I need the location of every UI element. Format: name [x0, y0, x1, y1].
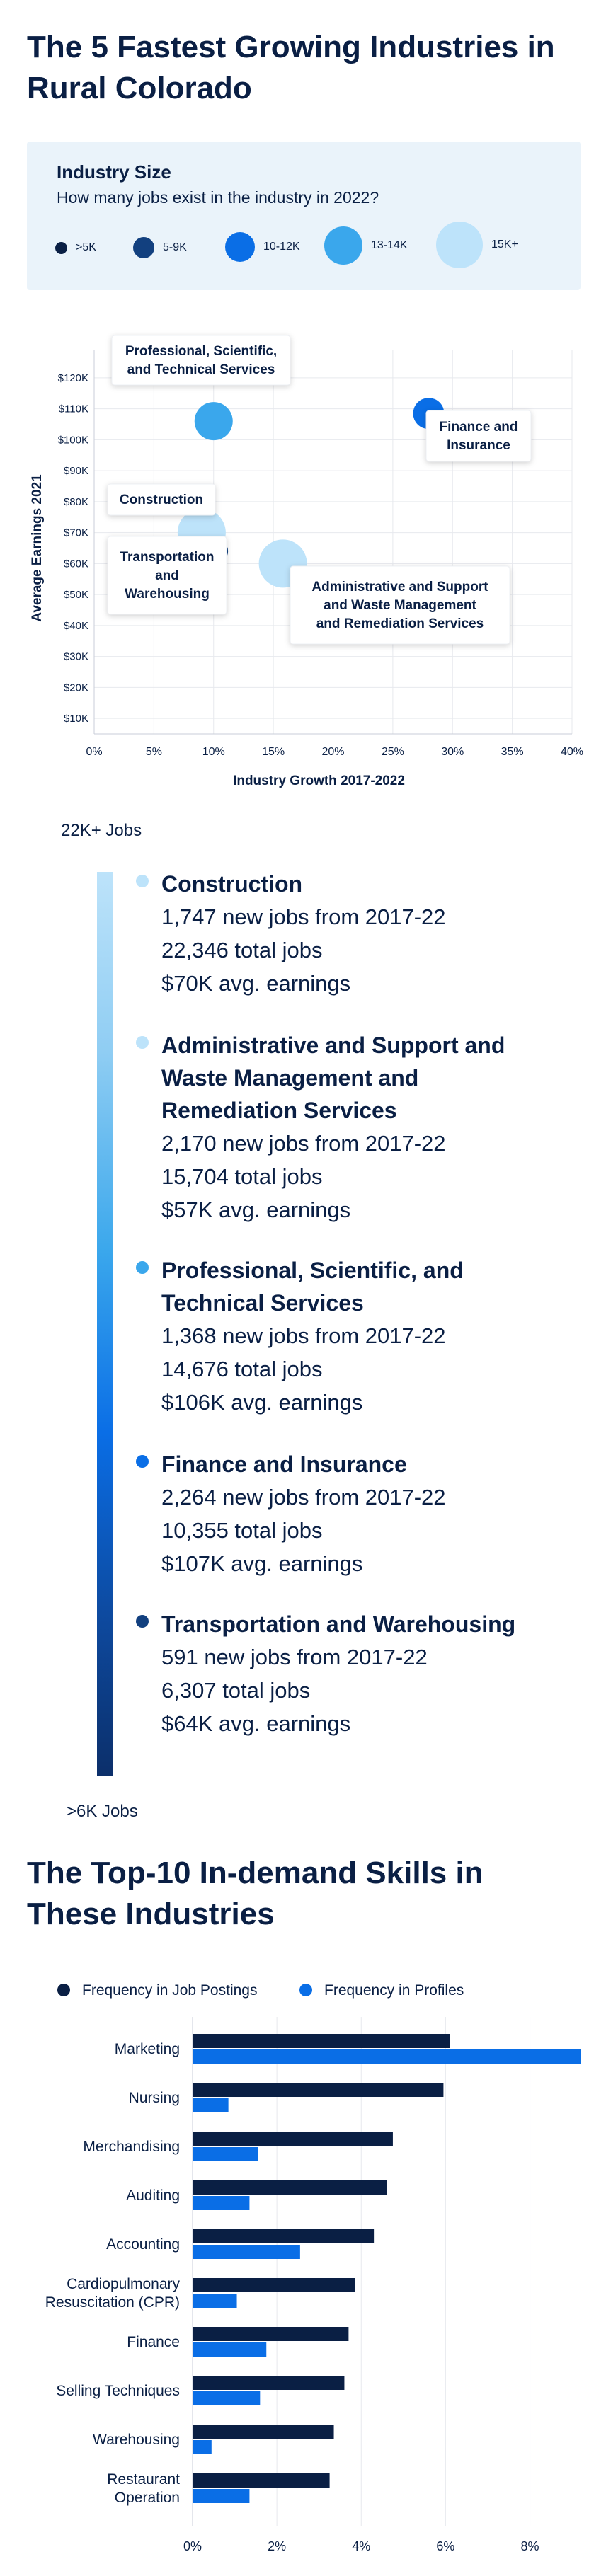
size-legend-item	[436, 222, 518, 268]
section-title-skills: The Top-10 In-demand Skills in These Industries	[27, 1856, 484, 1931]
bar-job-postings	[193, 2180, 387, 2195]
bar-profiles	[193, 2245, 300, 2259]
industry-total-jobs: 22,346 total jobs	[161, 938, 323, 962]
point-label: Warehousing	[125, 587, 210, 602]
industry-item-administrative	[161, 1029, 558, 1226]
skills-bar-chart	[0, 1953, 606, 2576]
page-title: The 5 Fastest Growing Industries in Rural Colorado	[27, 30, 555, 105]
industry-new-jobs: 2,170 new jobs from 2017-22	[161, 1131, 446, 1156]
category-label: Operation	[114, 2490, 180, 2506]
category-label: Cardiopulmonary	[67, 2276, 180, 2292]
industry-total-jobs: 14,676 total jobs	[161, 1357, 323, 1381]
x-tick-label: 0%	[86, 746, 103, 758]
category-label: Merchandising	[83, 2139, 180, 2155]
size-legend-item	[324, 226, 408, 265]
bar-profiles	[193, 2391, 260, 2405]
x-tick-label: 35%	[501, 746, 524, 758]
size-legend-label: 10-12K	[263, 241, 300, 253]
point-label: Transportation	[120, 550, 215, 565]
bar-job-postings	[193, 2327, 348, 2341]
industry-earnings: $107K avg. earnings	[161, 1551, 363, 1576]
industry-total-jobs: 10,355 total jobs	[161, 1518, 323, 1543]
category-label: Warehousing	[93, 2432, 180, 2448]
x-tick-label: 4%	[352, 2539, 371, 2553]
point-label: Construction	[119, 493, 204, 507]
industry-name: Transportation and Warehousing	[161, 1611, 516, 1637]
x-axis-label: Industry Growth 2017-2022	[233, 774, 405, 788]
size-dot-m	[225, 232, 255, 262]
industry-dot	[136, 1455, 149, 1468]
x-tick-label: 6%	[436, 2539, 455, 2553]
size-legend-label: 15K+	[491, 238, 518, 251]
point-label: Finance and	[439, 420, 518, 435]
industry-item-construction	[161, 868, 558, 1000]
x-tick-label: 30%	[441, 746, 464, 758]
industry-dot	[136, 1261, 149, 1274]
industry-new-jobs: 591 new jobs from 2017-22	[161, 1645, 428, 1669]
industry-earnings: $70K avg. earnings	[161, 971, 351, 996]
size-legend-item	[55, 241, 96, 254]
bar-profiles	[193, 2294, 237, 2308]
industry-name: Professional, Scientific, and Technical Services	[161, 1258, 464, 1316]
size-legend-label: >5K	[76, 241, 96, 253]
category-label: Accounting	[106, 2236, 180, 2253]
industry-item-finance	[161, 1448, 558, 1580]
industry-dot	[136, 1036, 149, 1049]
bar-job-postings	[193, 2034, 450, 2048]
bar-job-postings	[193, 2376, 344, 2390]
legend-label: Frequency in Profiles	[324, 1982, 464, 1999]
size-dot-s	[133, 237, 154, 258]
y-tick-label: $110K	[58, 403, 88, 415]
bar-profiles	[193, 2147, 258, 2161]
legend-label: Frequency in Job Postings	[82, 1982, 258, 1999]
point-label: Administrative and Support	[311, 580, 488, 594]
x-tick-label: 10%	[202, 746, 225, 758]
bar-profiles	[193, 2342, 266, 2357]
industry-size-legend	[27, 142, 581, 290]
bar-job-postings	[193, 2278, 355, 2292]
y-tick-label: $40K	[63, 619, 88, 632]
category-label: Auditing	[126, 2187, 180, 2204]
point-label-box	[426, 410, 531, 461]
point-label: and Remediation Services	[316, 616, 484, 631]
bar-profiles	[193, 2196, 249, 2210]
y-tick-label: $10K	[63, 713, 88, 725]
x-tick-label: 8%	[520, 2539, 539, 2553]
category-label: Finance	[127, 2334, 180, 2350]
bar-job-postings	[193, 2425, 334, 2439]
x-tick-label: 0%	[183, 2539, 202, 2553]
industry-new-jobs: 1,747 new jobs from 2017-22	[161, 904, 446, 929]
point-label-box	[112, 335, 290, 385]
industry-total-jobs: 15,704 total jobs	[161, 1164, 323, 1189]
category-label: Resuscitation (CPR)	[45, 2294, 180, 2311]
y-axis-label: Average Earnings 2021	[30, 474, 45, 622]
size-legend-label: 5-9K	[163, 241, 187, 253]
bar-profiles	[193, 2489, 249, 2503]
y-tick-label: $20K	[63, 682, 88, 694]
industry-name: Administrative and Support and Waste Management and Remediation Services	[161, 1033, 505, 1123]
size-dot-xs	[55, 242, 67, 254]
bar-profiles	[193, 2440, 212, 2454]
size-legend-item	[225, 232, 300, 262]
legend-marker	[299, 1984, 312, 1996]
y-tick-label: $120K	[57, 372, 88, 384]
category-label: Selling Techniques	[56, 2383, 180, 2399]
scatter-point	[195, 402, 233, 440]
size-scale-top-label: 22K+ Jobs	[61, 821, 142, 840]
point-label: and Waste Management	[324, 598, 476, 613]
x-tick-label: 5%	[145, 746, 162, 758]
industry-total-jobs: 6,307 total jobs	[161, 1678, 311, 1703]
industry-item-professional	[161, 1254, 558, 1419]
point-label: Professional, Scientific,	[125, 344, 278, 359]
legend-marker	[57, 1984, 70, 1996]
x-tick-label: 15%	[262, 746, 285, 758]
point-label: and	[155, 568, 179, 583]
industry-dot	[136, 875, 149, 887]
x-tick-label: 2%	[268, 2539, 287, 2553]
bar-profiles	[193, 2098, 229, 2112]
industry-new-jobs: 1,368 new jobs from 2017-22	[161, 1323, 446, 1348]
category-label: Nursing	[128, 2090, 180, 2106]
scatter-chart	[0, 311, 606, 807]
industry-dot	[136, 1615, 149, 1628]
industry-item-transportation	[161, 1608, 558, 1740]
x-tick-label: 25%	[381, 746, 404, 758]
category-label: Restaurant	[107, 2471, 180, 2488]
y-tick-label: $50K	[63, 589, 88, 602]
legend-subtitle: How many jobs exist in the industry in 2022?	[57, 188, 379, 207]
size-scale-bottom-label: >6K Jobs	[67, 1802, 138, 1821]
y-tick-label: $60K	[63, 558, 88, 570]
bar-profiles	[193, 2049, 581, 2064]
industry-name: Construction	[161, 871, 303, 897]
industry-earnings: $57K avg. earnings	[161, 1197, 351, 1222]
y-tick-label: $70K	[63, 527, 88, 539]
legend-title: Industry Size	[57, 161, 171, 183]
industry-new-jobs: 2,264 new jobs from 2017-22	[161, 1485, 446, 1510]
category-label: Marketing	[114, 2041, 180, 2057]
size-dot-l	[324, 226, 362, 265]
x-tick-label: 40%	[560, 746, 584, 758]
x-tick-label: 20%	[321, 746, 345, 758]
industry-earnings: $64K avg. earnings	[161, 1711, 351, 1736]
y-tick-label: $100K	[57, 434, 88, 447]
y-tick-label: $30K	[63, 650, 88, 663]
point-label: and Technical Services	[127, 362, 275, 377]
y-tick-label: $90K	[63, 465, 88, 478]
industry-name: Finance and Insurance	[161, 1451, 407, 1477]
bar-job-postings	[193, 2132, 393, 2146]
bar-job-postings	[193, 2229, 374, 2243]
size-gradient-bar	[97, 872, 113, 1776]
industry-earnings: $106K avg. earnings	[161, 1390, 363, 1415]
y-tick-label: $80K	[63, 495, 88, 508]
size-legend-label: 13-14K	[371, 239, 408, 251]
point-label: Insurance	[447, 438, 510, 453]
bar-job-postings	[193, 2473, 330, 2488]
bar-job-postings	[193, 2083, 443, 2097]
size-legend-item	[133, 237, 187, 258]
size-dot-xl	[436, 222, 483, 268]
